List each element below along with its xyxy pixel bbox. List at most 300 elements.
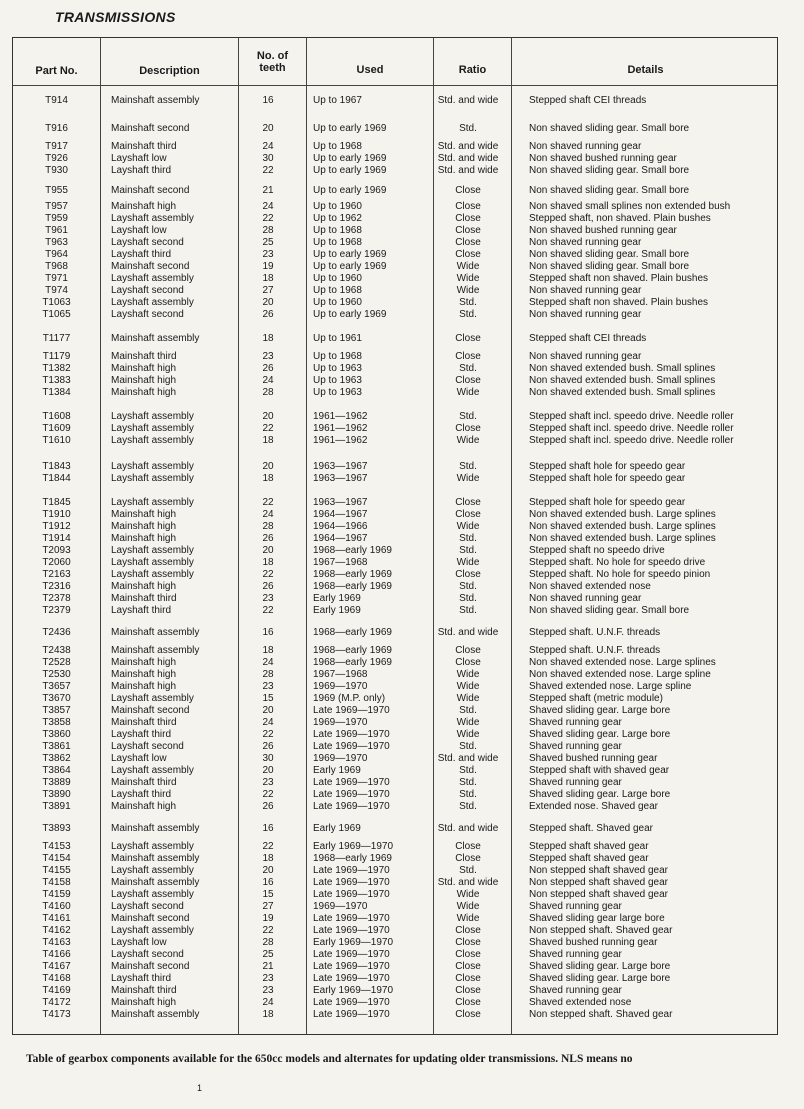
ratio-cell: Std. and wide <box>437 877 499 888</box>
used-cell: Late 1969—1970 <box>313 1009 390 1020</box>
details-cell: Non stepped shaft. Shaved gear <box>529 925 673 936</box>
part-no-cell: T4153 <box>42 841 71 852</box>
ratio-cell: Std. <box>459 461 477 472</box>
ratio-cell: Close <box>455 985 481 996</box>
part-no-cell: T2530 <box>42 669 71 680</box>
part-no-cell: T1383 <box>42 375 71 386</box>
table-row <box>13 237 779 249</box>
part-no-cell: T3858 <box>42 717 71 728</box>
table-row <box>13 473 779 485</box>
part-no-cell: T4158 <box>42 877 71 888</box>
used-cell: 1963—1967 <box>313 497 368 508</box>
ratio-cell: Wide <box>456 557 480 568</box>
details-cell: Non shaved extended bush. Small splines <box>529 363 716 374</box>
teeth-cell: 20 <box>262 461 274 472</box>
details-cell: Non stepped shaft shaved gear <box>529 877 668 888</box>
part-no-cell: T926 <box>45 153 68 164</box>
table-row <box>13 411 779 423</box>
used-cell: Late 1969—1970 <box>313 889 390 900</box>
ratio-cell: Wide <box>456 913 480 924</box>
description-cell: Layshaft third <box>111 605 172 616</box>
details-cell: Non shaved extended bush. Small splines <box>529 375 716 386</box>
used-cell: Up to early 1969 <box>313 309 387 320</box>
teeth-cell: 28 <box>262 937 274 948</box>
details-cell: Shaved bushed running gear <box>529 937 658 948</box>
details-cell: Non shaved extended bush. Large splines <box>529 521 716 532</box>
description-cell: Mainshaft second <box>111 913 190 924</box>
used-cell: 1968—early 1969 <box>313 569 392 580</box>
teeth-cell: 24 <box>262 375 274 386</box>
header-divider <box>13 85 777 86</box>
table-row <box>13 717 779 729</box>
part-no-cell: T916 <box>45 123 68 134</box>
part-no-cell: T1610 <box>42 435 71 446</box>
description-cell: Layshaft low <box>111 753 167 764</box>
ratio-cell: Std. <box>459 363 477 374</box>
teeth-cell: 24 <box>262 509 274 520</box>
teeth-cell: 27 <box>262 285 274 296</box>
teeth-cell: 15 <box>262 889 274 900</box>
ratio-cell: Std. and wide <box>437 753 499 764</box>
ratio-cell: Close <box>455 841 481 852</box>
part-no-cell: T3891 <box>42 801 71 812</box>
description-cell: Layshaft second <box>111 741 184 752</box>
description-cell: Layshaft assembly <box>111 473 194 484</box>
used-cell: Up to 1967 <box>313 95 362 106</box>
details-cell: Non stepped shaft shaved gear <box>529 889 668 900</box>
part-no-cell: T2379 <box>42 605 71 616</box>
used-cell: Up to 1968 <box>313 237 362 248</box>
table-row <box>13 509 779 521</box>
details-cell: Non shaved running gear <box>529 351 642 362</box>
table-row <box>13 249 779 261</box>
ratio-cell: Close <box>455 1009 481 1020</box>
part-no-cell: T4166 <box>42 949 71 960</box>
teeth-cell: 20 <box>262 865 274 876</box>
used-cell: Late 1969—1970 <box>313 913 390 924</box>
used-cell: Up to early 1969 <box>313 123 387 134</box>
used-cell: Up to 1963 <box>313 375 362 386</box>
teeth-cell: 20 <box>262 545 274 556</box>
ratio-cell: Close <box>455 509 481 520</box>
part-no-cell: T1179 <box>42 351 71 362</box>
part-no-cell: T968 <box>45 261 68 272</box>
description-cell: Mainshaft high <box>111 681 177 692</box>
header-teeth-line1: No. of <box>256 50 289 62</box>
ratio-cell: Close <box>455 997 481 1008</box>
part-no-cell: T2093 <box>42 545 71 556</box>
description-cell: Layshaft second <box>111 285 184 296</box>
teeth-cell: 30 <box>262 753 274 764</box>
used-cell: Up to 1968 <box>313 225 362 236</box>
used-cell: 1968—early 1969 <box>313 581 392 592</box>
details-cell: Shaved sliding gear. Large bore <box>529 729 671 740</box>
ratio-cell: Std. <box>459 411 477 422</box>
teeth-cell: 19 <box>262 261 274 272</box>
teeth-cell: 23 <box>262 249 274 260</box>
used-cell: Up to early 1969 <box>313 261 387 272</box>
table-row <box>13 913 779 925</box>
part-no-cell: T4172 <box>42 997 71 1008</box>
description-cell: Mainshaft assembly <box>111 853 200 864</box>
used-cell: Late 1969—1970 <box>313 801 390 812</box>
details-cell: Shaved extended nose. Large spline <box>529 681 692 692</box>
table-row <box>13 693 779 705</box>
part-no-cell: T1382 <box>42 363 71 374</box>
used-cell: Up to 1968 <box>313 285 362 296</box>
table-row <box>13 801 779 813</box>
description-cell: Mainshaft high <box>111 201 177 212</box>
part-no-cell: T3860 <box>42 729 71 740</box>
table-row <box>13 681 779 693</box>
details-cell: Stepped shaft. No hole for speedo drive <box>529 557 706 568</box>
teeth-cell: 24 <box>262 201 274 212</box>
details-cell: Shaved running gear <box>529 777 622 788</box>
teeth-cell: 20 <box>262 705 274 716</box>
part-no-cell: T3890 <box>42 789 71 800</box>
ratio-cell: Close <box>455 497 481 508</box>
table-row <box>13 309 779 321</box>
ratio-cell: Wide <box>456 521 480 532</box>
description-cell: Mainshaft assembly <box>111 627 200 638</box>
header-ratio: Ratio <box>458 64 487 76</box>
ratio-cell: Close <box>455 351 481 362</box>
teeth-cell: 28 <box>262 225 274 236</box>
description-cell: Mainshaft second <box>111 705 190 716</box>
part-no-cell: T1843 <box>42 461 71 472</box>
part-no-cell: T4169 <box>42 985 71 996</box>
teeth-cell: 25 <box>262 949 274 960</box>
teeth-cell: 23 <box>262 681 274 692</box>
teeth-cell: 27 <box>262 901 274 912</box>
part-no-cell: T1063 <box>42 297 71 308</box>
part-no-cell: T4168 <box>42 973 71 984</box>
teeth-cell: 18 <box>262 557 274 568</box>
table-row <box>13 461 779 473</box>
table-row <box>13 741 779 753</box>
used-cell: Up to 1968 <box>313 351 362 362</box>
used-cell: Up to 1960 <box>313 201 362 212</box>
ratio-cell: Close <box>455 185 481 196</box>
part-no-cell: T1910 <box>42 509 71 520</box>
description-cell: Mainshaft high <box>111 581 177 592</box>
details-cell: Stepped shaft shaved gear <box>529 853 649 864</box>
part-no-cell: T1608 <box>42 411 71 422</box>
description-cell: Mainshaft assembly <box>111 823 200 834</box>
details-cell: Shaved running gear <box>529 985 622 996</box>
description-cell: Mainshaft assembly <box>111 645 200 656</box>
table-row <box>13 545 779 557</box>
details-cell: Non stepped shaft shaved gear <box>529 865 668 876</box>
part-no-cell: T4162 <box>42 925 71 936</box>
ratio-cell: Wide <box>456 435 480 446</box>
details-cell: Shaved extended nose <box>529 997 632 1008</box>
part-no-cell: T2528 <box>42 657 71 668</box>
header-part-no: Part No. <box>35 65 78 77</box>
description-cell: Mainshaft high <box>111 363 177 374</box>
used-cell: Early 1969—1970 <box>313 937 394 948</box>
table-row <box>13 375 779 387</box>
details-cell: Non shaved extended bush. Large splines <box>529 509 716 520</box>
ratio-cell: Wide <box>456 261 480 272</box>
details-cell: Shaved sliding gear. Large bore <box>529 973 671 984</box>
description-cell: Layshaft assembly <box>111 435 194 446</box>
used-cell: Late 1969—1970 <box>313 877 390 888</box>
table-row <box>13 789 779 801</box>
used-cell: Late 1969—1970 <box>313 789 390 800</box>
teeth-cell: 18 <box>262 473 274 484</box>
ratio-cell: Close <box>455 853 481 864</box>
details-cell: Stepped shaft. Shaved gear <box>529 823 653 834</box>
teeth-cell: 23 <box>262 985 274 996</box>
description-cell: Layshaft assembly <box>111 693 194 704</box>
part-no-cell: T930 <box>45 165 68 176</box>
part-no-cell: T3862 <box>42 753 71 764</box>
teeth-cell: 23 <box>262 973 274 984</box>
description-cell: Layshaft assembly <box>111 765 194 776</box>
teeth-cell: 26 <box>262 309 274 320</box>
description-cell: Mainshaft assembly <box>111 333 200 344</box>
teeth-cell: 23 <box>262 351 274 362</box>
used-cell: Late 1969—1970 <box>313 973 390 984</box>
ratio-cell: Close <box>455 645 481 656</box>
ratio-cell: Wide <box>456 273 480 284</box>
used-cell: Late 1969—1970 <box>313 925 390 936</box>
details-cell: Shaved running gear <box>529 741 622 752</box>
used-cell: Late 1969—1970 <box>313 865 390 876</box>
used-cell: Late 1969—1970 <box>313 997 390 1008</box>
table-row <box>13 201 779 213</box>
part-no-cell: T974 <box>45 285 68 296</box>
teeth-cell: 28 <box>262 521 274 532</box>
table-row <box>13 865 779 877</box>
used-cell: 1967—1968 <box>313 669 368 680</box>
details-cell: Stepped shaft incl. speedo drive. Needle roller <box>529 435 734 446</box>
table-row <box>13 765 779 777</box>
teeth-cell: 21 <box>262 185 274 196</box>
ratio-cell: Std. <box>459 705 477 716</box>
teeth-cell: 22 <box>262 605 274 616</box>
part-no-cell: T1609 <box>42 423 71 434</box>
description-cell: Mainshaft assembly <box>111 877 200 888</box>
teeth-cell: 23 <box>262 593 274 604</box>
table-row <box>13 669 779 681</box>
details-cell: Non shaved sliding gear. Small bore <box>529 123 690 134</box>
ratio-cell: Std. and wide <box>437 627 499 638</box>
teeth-cell: 25 <box>262 237 274 248</box>
ratio-cell: Close <box>455 375 481 386</box>
description-cell: Layshaft assembly <box>111 841 194 852</box>
details-cell: Non shaved bushed running gear <box>529 225 677 236</box>
part-no-cell: T957 <box>45 201 68 212</box>
details-cell: Stepped shaft shaved gear <box>529 841 649 852</box>
part-no-cell: T4161 <box>42 913 71 924</box>
teeth-cell: 30 <box>262 153 274 164</box>
description-cell: Layshaft second <box>111 949 184 960</box>
used-cell: 1964—1966 <box>313 521 368 532</box>
details-cell: Shaved bushed running gear <box>529 753 658 764</box>
description-cell: Layshaft assembly <box>111 411 194 422</box>
description-cell: Layshaft third <box>111 729 172 740</box>
part-no-cell: T4160 <box>42 901 71 912</box>
teeth-cell: 22 <box>262 213 274 224</box>
ratio-cell: Std. <box>459 605 477 616</box>
description-cell: Layshaft assembly <box>111 545 194 556</box>
ratio-cell: Close <box>455 961 481 972</box>
description-cell: Mainshaft third <box>111 593 177 604</box>
ratio-cell: Close <box>455 333 481 344</box>
table-row <box>13 645 779 657</box>
details-cell: Non shaved running gear <box>529 309 642 320</box>
teeth-cell: 28 <box>262 387 274 398</box>
description-cell: Layshaft assembly <box>111 461 194 472</box>
ratio-cell: Std. <box>459 123 477 134</box>
teeth-cell: 22 <box>262 925 274 936</box>
part-no-cell: T914 <box>45 95 68 106</box>
table-row <box>13 557 779 569</box>
description-cell: Mainshaft assembly <box>111 1009 200 1020</box>
description-cell: Layshaft assembly <box>111 297 194 308</box>
table-row <box>13 949 779 961</box>
used-cell: 1961—1962 <box>313 411 368 422</box>
ratio-cell: Close <box>455 925 481 936</box>
details-cell: Stepped shaft (metric module) <box>529 693 663 704</box>
ratio-cell: Close <box>455 937 481 948</box>
table-row <box>13 225 779 237</box>
table-row <box>13 729 779 741</box>
details-cell: Stepped shaft non shaved. Plain bushes <box>529 273 709 284</box>
caption: Table of gearbox components available for the 650cc models and alternates for updating older transmissions. NLS means no <box>26 1053 633 1065</box>
ratio-cell: Wide <box>456 681 480 692</box>
teeth-cell: 18 <box>262 853 274 864</box>
part-no-cell: T3670 <box>42 693 71 704</box>
table-row <box>13 753 779 765</box>
details-cell: Stepped shaft hole for speedo gear <box>529 461 686 472</box>
part-no-cell: T4154 <box>42 853 71 864</box>
description-cell: Layshaft third <box>111 973 172 984</box>
part-no-cell: T1914 <box>42 533 71 544</box>
teeth-cell: 24 <box>262 997 274 1008</box>
teeth-cell: 28 <box>262 669 274 680</box>
used-cell: Early 1969 <box>313 823 361 834</box>
table-row <box>13 297 779 309</box>
part-no-cell: T3657 <box>42 681 71 692</box>
part-no-cell: T4173 <box>42 1009 71 1020</box>
description-cell: Mainshaft high <box>111 387 177 398</box>
table-row <box>13 627 779 639</box>
header-used: Used <box>356 64 384 76</box>
used-cell: 1968—early 1969 <box>313 657 392 668</box>
details-cell: Shaved sliding gear. Large bore <box>529 961 671 972</box>
details-cell: Non shaved bushed running gear <box>529 153 677 164</box>
ratio-cell: Std. and wide <box>437 95 499 106</box>
used-cell: 1964—1967 <box>313 533 368 544</box>
teeth-cell: 22 <box>262 789 274 800</box>
teeth-cell: 26 <box>262 533 274 544</box>
used-cell: Late 1969—1970 <box>313 961 390 972</box>
table-row <box>13 261 779 273</box>
used-cell: 1963—1967 <box>313 473 368 484</box>
details-cell: Stepped shaft incl. speedo drive. Needle roller <box>529 411 734 422</box>
table-row <box>13 435 779 447</box>
table-row <box>13 333 779 345</box>
description-cell: Mainshaft third <box>111 141 177 152</box>
description-cell: Layshaft assembly <box>111 925 194 936</box>
table-row <box>13 1009 779 1021</box>
used-cell: Up to 1960 <box>313 273 362 284</box>
details-cell: Stepped shaft with shaved gear <box>529 765 670 776</box>
used-cell: Early 1969 <box>313 765 361 776</box>
table-row <box>13 285 779 297</box>
table-row <box>13 273 779 285</box>
part-no-cell: T1177 <box>42 333 71 344</box>
used-cell: Up to 1968 <box>313 141 362 152</box>
teeth-cell: 26 <box>262 581 274 592</box>
part-no-cell: T963 <box>45 237 68 248</box>
teeth-cell: 24 <box>262 657 274 668</box>
ratio-cell: Wide <box>456 387 480 398</box>
used-cell: Up to 1963 <box>313 387 362 398</box>
ratio-cell: Close <box>455 249 481 260</box>
details-cell: Non shaved extended nose <box>529 581 651 592</box>
table-row <box>13 889 779 901</box>
used-cell: Up to 1962 <box>313 213 362 224</box>
details-cell: Stepped shaft, non shaved. Plain bushes <box>529 213 711 224</box>
teeth-cell: 18 <box>262 645 274 656</box>
table-row <box>13 593 779 605</box>
used-cell: Late 1969—1970 <box>313 729 390 740</box>
table-row <box>13 363 779 375</box>
ratio-cell: Close <box>455 973 481 984</box>
details-cell: Shaved running gear <box>529 949 622 960</box>
ratio-cell: Std. <box>459 765 477 776</box>
ratio-cell: Wide <box>456 669 480 680</box>
part-no-cell: T1384 <box>42 387 71 398</box>
description-cell: Mainshaft high <box>111 657 177 668</box>
table-row <box>13 213 779 225</box>
table-row <box>13 705 779 717</box>
used-cell: Late 1969—1970 <box>313 949 390 960</box>
teeth-cell: 16 <box>262 823 274 834</box>
part-no-cell: T4155 <box>42 865 71 876</box>
ratio-cell: Close <box>455 949 481 960</box>
part-no-cell: T3864 <box>42 765 71 776</box>
description-cell: Layshaft third <box>111 789 172 800</box>
used-cell: 1961—1962 <box>313 423 368 434</box>
table-row <box>13 569 779 581</box>
details-cell: Non shaved sliding gear. Small bore <box>529 261 690 272</box>
part-no-cell: T959 <box>45 213 68 224</box>
part-no-cell: T964 <box>45 249 68 260</box>
header-teeth-line2: teeth <box>259 62 286 74</box>
description-cell: Mainshaft high <box>111 533 177 544</box>
used-cell: Up to early 1969 <box>313 153 387 164</box>
description-cell: Mainshaft high <box>111 801 177 812</box>
teeth-cell: 20 <box>262 765 274 776</box>
ratio-cell: Close <box>455 423 481 434</box>
table-row <box>13 853 779 865</box>
ratio-cell: Std. <box>459 581 477 592</box>
table-row <box>13 961 779 973</box>
description-cell: Mainshaft assembly <box>111 95 200 106</box>
table-row <box>13 901 779 913</box>
used-cell: Up to early 1969 <box>313 165 387 176</box>
details-cell: Non shaved extended bush. Large splines <box>529 533 716 544</box>
used-cell: 1963—1967 <box>313 461 368 472</box>
table-row <box>13 937 779 949</box>
table-row <box>13 533 779 545</box>
used-cell: 1968—early 1969 <box>313 545 392 556</box>
